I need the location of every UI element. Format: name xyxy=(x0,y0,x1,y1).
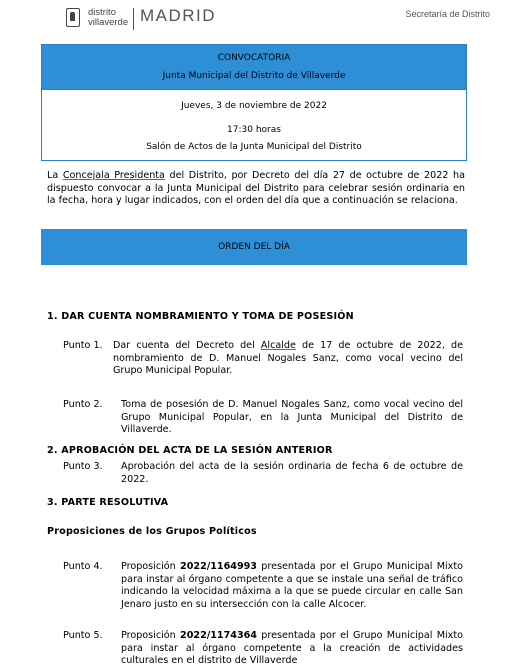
section-3-subheading: Proposiciones de los Grupos Políticos xyxy=(47,526,257,537)
point-3-label: Punto 3. xyxy=(63,461,103,472)
point-2-text: Toma de posesión de D. Manuel Nogales Sanz, como vocal vecino del Grupo Municipal Popular, en la Junta Municipal del Distrito de Villaverde. xyxy=(121,399,463,436)
section-2-heading: 2. APROBACIÓN DEL ACTA DE LA SESIÓN ANTERIOR xyxy=(47,445,333,456)
department-label: Secretaría de Distrito xyxy=(405,9,490,19)
alcalde-link[interactable]: Alcalde xyxy=(260,340,296,351)
point-3-text: Aprobación del acta de la sesión ordinaria de fecha 6 de octubre de 2022. xyxy=(121,461,463,485)
point-2-label: Punto 2. xyxy=(63,399,103,410)
section-1-heading: 1. DAR CUENTA NOMBRAMIENTO Y TOMA DE POSESIÓN xyxy=(47,311,354,322)
point-5-label: Punto 5. xyxy=(63,630,103,641)
madrid-logo-icon xyxy=(66,8,80,27)
point-1-text: Dar cuenta del Decreto del Alcalde de 17 de octubre de 2022, de nombramiento de D. Manuel Nogales Sanz, como vocal vecino del Grupo Municipal Popular. xyxy=(113,340,463,377)
concejala-link[interactable]: Concejala Presidenta xyxy=(62,170,165,181)
district-logo-text: distrito villaverde xyxy=(88,7,129,28)
meeting-date: Jueves, 3 de noviembre de 2022 xyxy=(181,101,327,111)
point-4-label: Punto 4. xyxy=(63,561,103,572)
intro-paragraph: La Concejala Presidenta del Distrito, por Decreto del día 27 de octubre de 2022 ha dispuesto convocar a la Junta Municipal del Distrito para celebrar sesión ordinaria en la fecha, hora y lugar indicados, con el orden del día que a continuación se relaciona. xyxy=(47,170,466,207)
section-3-heading: 3. PARTE RESOLUTIVA xyxy=(47,497,169,508)
orden-del-dia-banner xyxy=(41,229,467,265)
convocatoria-title: CONVOCATORIA xyxy=(217,53,291,63)
meeting-place: Salón de Actos de la Junta Municipal del Distrito xyxy=(146,142,362,152)
point-5-text: Proposición 2022/1174364 presentada por el Grupo Municipal Mixto para instar al órgano competente a la creación de actividades culturales en el distrito de Villaverde xyxy=(121,630,463,667)
logo-divider xyxy=(133,8,134,30)
point-4-text: Proposición 2022/1164993 presentada por el Grupo Municipal Mixto para instar al órgano competente a que se instale una señal de tráfico indicando la velocidad máxima a la que se puede circular en calle San Jenaro justo en su intersección con la calle Alcocer. xyxy=(121,561,463,610)
convocatoria-subtitle: Junta Municipal del Distrito de Villaverde xyxy=(162,71,346,81)
meeting-time: 17:30 horas xyxy=(227,125,281,135)
convocatoria-box xyxy=(41,44,467,161)
logo-city: MADRID xyxy=(140,6,217,25)
orden-del-dia-title: ORDEN DEL DÍA xyxy=(218,242,290,252)
convocatoria-header xyxy=(42,45,466,90)
point-1-label: Punto 1. xyxy=(63,340,103,351)
